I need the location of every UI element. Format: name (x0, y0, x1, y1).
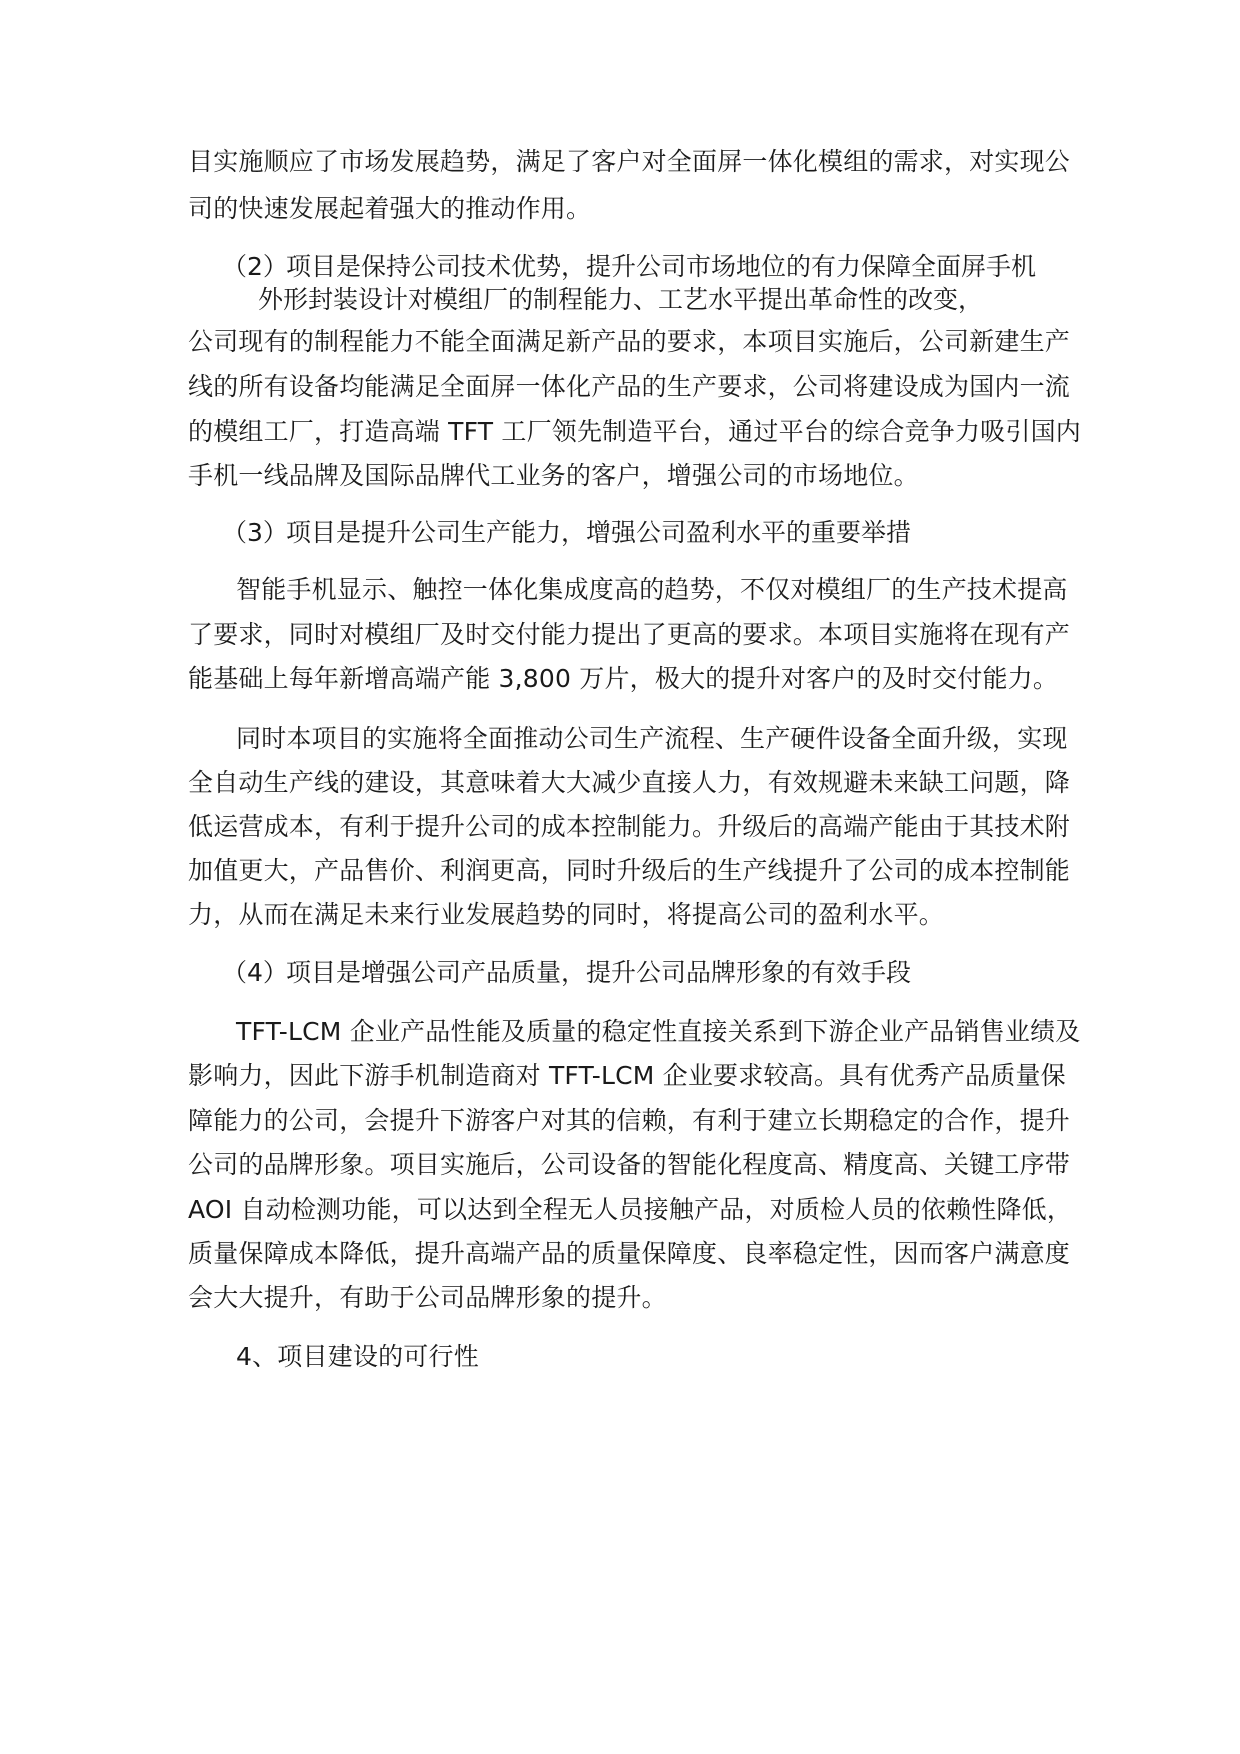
section-4-line-1: TFT-LCM 企业产品性能及质量的稳定性直接关系到下游企业产品销售业绩及 (236, 1017, 1081, 1046)
section-2-heading-line-2: 外形封装设计对模组厂的制程能力、工艺水平提出革命性的改变， (258, 285, 984, 314)
section-4-number: （4） (222, 958, 288, 987)
section-3-number: （3） (222, 518, 288, 547)
section-4-line-6: 质量保障成本降低，提升高端产品的质量保障度、良率稳定性，因而客户满意度 (188, 1239, 1071, 1268)
section-2-number: （2） (222, 252, 288, 281)
section-4-line-2: 影响力，因此下游手机制造商对 TFT-LCM 企业要求较高。具有优秀产品质量保 (188, 1061, 1066, 1090)
section-3-p2-line-2: 全自动生产线的建设，其意味着大大减少直接人力，有效规避未来缺工问题，降 (188, 768, 1071, 797)
section-4-heading: 项目是增强公司产品质量，提升公司品牌形象的有效手段 (286, 958, 912, 987)
section-4-line-3: 障能力的公司，会提升下游客户对其的信赖，有利于建立长期稳定的合作，提升 (188, 1106, 1071, 1135)
section-2-line-1: 公司现有的制程能力不能全面满足新产品的要求，本项目实施后，公司新建生产 (188, 327, 1071, 356)
section-3-p2-line-5: 力，从而在满足未来行业发展趋势的同时，将提高公司的盈利水平。 (188, 900, 945, 929)
section-3-p1-line-2: 了要求，同时对模组厂及时交付能力提出了更高的要求。本项目实施将在现有产 (188, 620, 1071, 649)
section-4-line-5: AOI 自动检测功能，可以达到全程无人员接触产品，对质检人员的依赖性降低， (188, 1195, 1073, 1224)
intro-line-2: 司的快速发展起着强大的推动作用。 (188, 194, 592, 223)
section-2-line-4: 手机一线品牌及国际品牌代工业务的客户，增强公司的市场地位。 (188, 461, 919, 490)
section-3-p2-line-4: 加值更大，产品售价、利润更高，同时升级后的生产线提升了公司的成本控制能 (188, 856, 1071, 885)
intro-line-1: 目实施顺应了市场发展趋势，满足了客户对全面屏一体化模组的需求，对实现公 (188, 147, 1071, 176)
section-4-line-4: 公司的品牌形象。项目实施后，公司设备的智能化程度高、精度高、关键工序带 (188, 1150, 1071, 1179)
section-2-line-3: 的模组工厂，打造高端 TFT 工厂领先制造平台，通过平台的综合竞争力吸引国内 (188, 417, 1081, 446)
section-3-p1-line-1: 智能手机显示、触控一体化集成度高的趋势，不仅对模组厂的生产技术提高 (236, 575, 1068, 604)
section-2-heading-line-1: 项目是保持公司技术优势，提升公司市场地位的有力保障全面屏手机 (286, 252, 1037, 281)
section-3-p2-line-1: 同时本项目的实施将全面推动公司生产流程、生产硬件设备全面升级，实现 (236, 724, 1068, 753)
section-3-heading: 项目是提升公司生产能力，增强公司盈利水平的重要举措 (286, 518, 912, 547)
feasibility-heading: 4、项目建设的可行性 (236, 1342, 479, 1371)
section-2-line-2: 线的所有设备均能满足全面屏一体化产品的生产要求，公司将建设成为国内一流 (188, 372, 1071, 401)
section-4-line-7: 会大大提升，有助于公司品牌形象的提升。 (188, 1283, 667, 1312)
section-3-p2-line-3: 低运营成本，有利于提升公司的成本控制能力。升级后的高端产能由于其技术附 (188, 812, 1071, 841)
section-3-p1-line-3: 能基础上每年新增高端产能 3,800 万片，极大的提升对客户的及时交付能力。 (188, 664, 1059, 693)
